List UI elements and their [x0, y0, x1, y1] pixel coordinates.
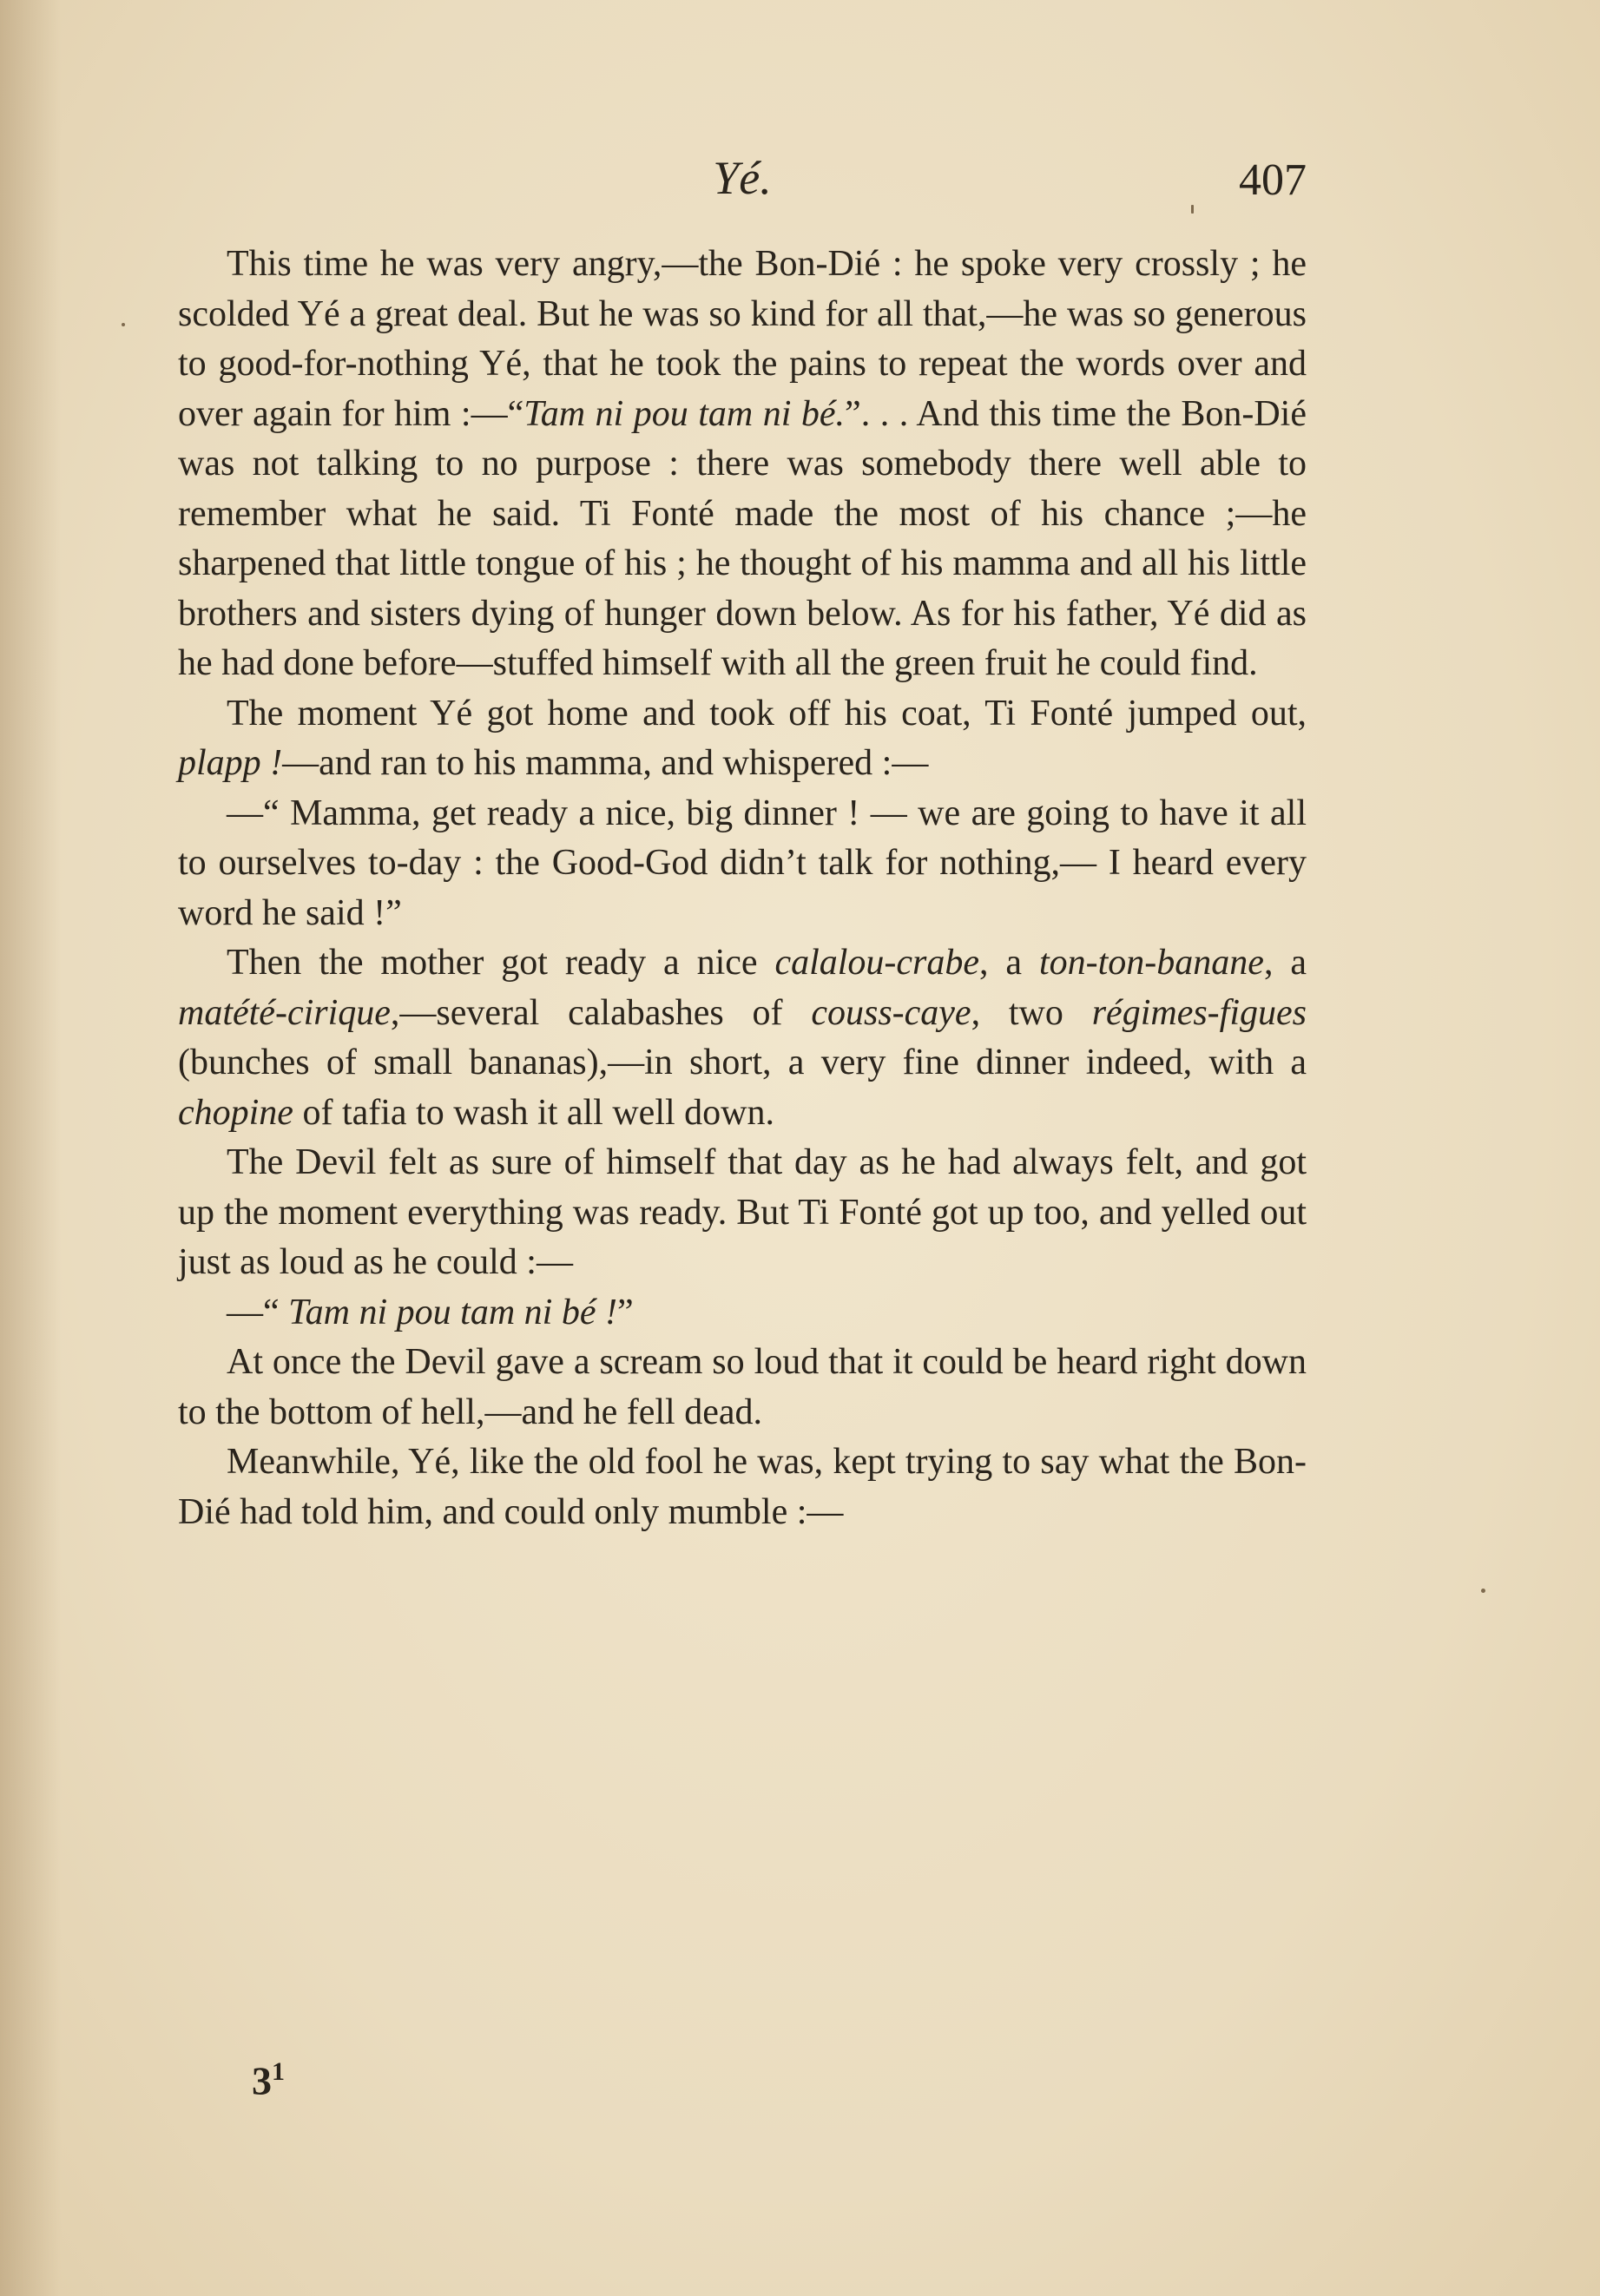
text-segment: , a [979, 943, 1039, 983]
italic-phrase: ton-ton-banane [1038, 943, 1264, 983]
paragraph [178, 240, 1307, 689]
paragraph [178, 1288, 1307, 1339]
italic-phrase: Tam ni pou tam ni bé. [523, 393, 846, 434]
signature-mark [252, 2057, 285, 2103]
text-segment: The Devil felt as sure of himself that day as he had always felt, and got up the moment everything was ready. But Ti Fonté got up too, and yelled out just as loud as he could :— [178, 1142, 1307, 1282]
italic-phrase: matété-cirique [178, 992, 391, 1033]
paragraph [178, 1138, 1307, 1288]
page-edge-shadow [0, 0, 61, 2296]
running-title: Yé. [713, 152, 772, 204]
italic-phrase: régimes-figues [1091, 992, 1307, 1033]
paragraph [178, 1437, 1307, 1537]
running-head [178, 148, 1307, 208]
text-segment: —“ Mamma, get ready a nice, big dinner ! — we are going to have it all to ourselves to-day : the Good-God didn’t talk for nothing,— I heard every word he said !” [178, 793, 1307, 933]
paragraph [178, 1338, 1307, 1437]
text-segment: ”. . . And this time the Bon-Dié was not talking to no purpose : there was somebody there well able to remember what he said. Ti Fonté made the most of his chance ;—he sharpened that little tongue of his ; he thought of his mamma and all his little brothers and sisters dying of hunger down below. As for his father, Yé did as he had done before—stuffed himself with all the green fruit he could find. [178, 393, 1307, 683]
text-segment: At once the Devil gave a scream so loud that it could be heard right down to the bottom of hell,—and he fell dead. [178, 1342, 1307, 1432]
italic-phrase: Tam ni pou tam ni bé ! [288, 1292, 617, 1332]
text-segment: —“ [227, 1292, 289, 1332]
italic-phrase: couss-caye [811, 992, 971, 1033]
paragraph [178, 938, 1307, 1138]
paragraph [178, 789, 1307, 939]
text-segment: (bunches of small bananas),—in short, a very fine dinner indeed, with a [178, 1043, 1307, 1082]
signature-superscript: 1 [272, 2057, 285, 2086]
italic-phrase: chopine [178, 1092, 293, 1133]
text-segment: ” [616, 1292, 634, 1332]
text-segment: —and ran to his mamma, and whispered :— [282, 743, 929, 783]
body-text [178, 240, 1307, 1537]
paper-speck [122, 323, 125, 326]
text-segment: This time he was very angry,—the Bon-Dié : he spoke very crossly ; he scolded Yé a great deal. But he was so kind for all that,—he was so generous to good-for-nothing Yé, that he took the pains to repeat the words over and over again for him :—“ [178, 244, 1307, 434]
text-segment: , two [971, 992, 1092, 1033]
text-segment: ,—several calabashes of [390, 992, 812, 1033]
paper-speck [1481, 1589, 1485, 1593]
italic-phrase: calalou-crabe [774, 943, 980, 983]
text-segment: Meanwhile, Yé, like the old fool he was, kept trying to say what the Bon-Dié had told him, and could only mumble :— [178, 1442, 1307, 1532]
text-segment: , a [1263, 943, 1307, 983]
italic-phrase: plapp ! [178, 743, 283, 783]
text-segment: Then the mother got ready a nice [227, 943, 775, 983]
text-segment: The moment Yé got home and took off his coat, Ti Fonté jumped out, [227, 693, 1307, 734]
page-number: 407 [1239, 155, 1307, 205]
paragraph [178, 689, 1307, 789]
signature-base: 3 [252, 2058, 272, 2103]
text-segment: of tafia to wash it all well down. [293, 1092, 774, 1133]
